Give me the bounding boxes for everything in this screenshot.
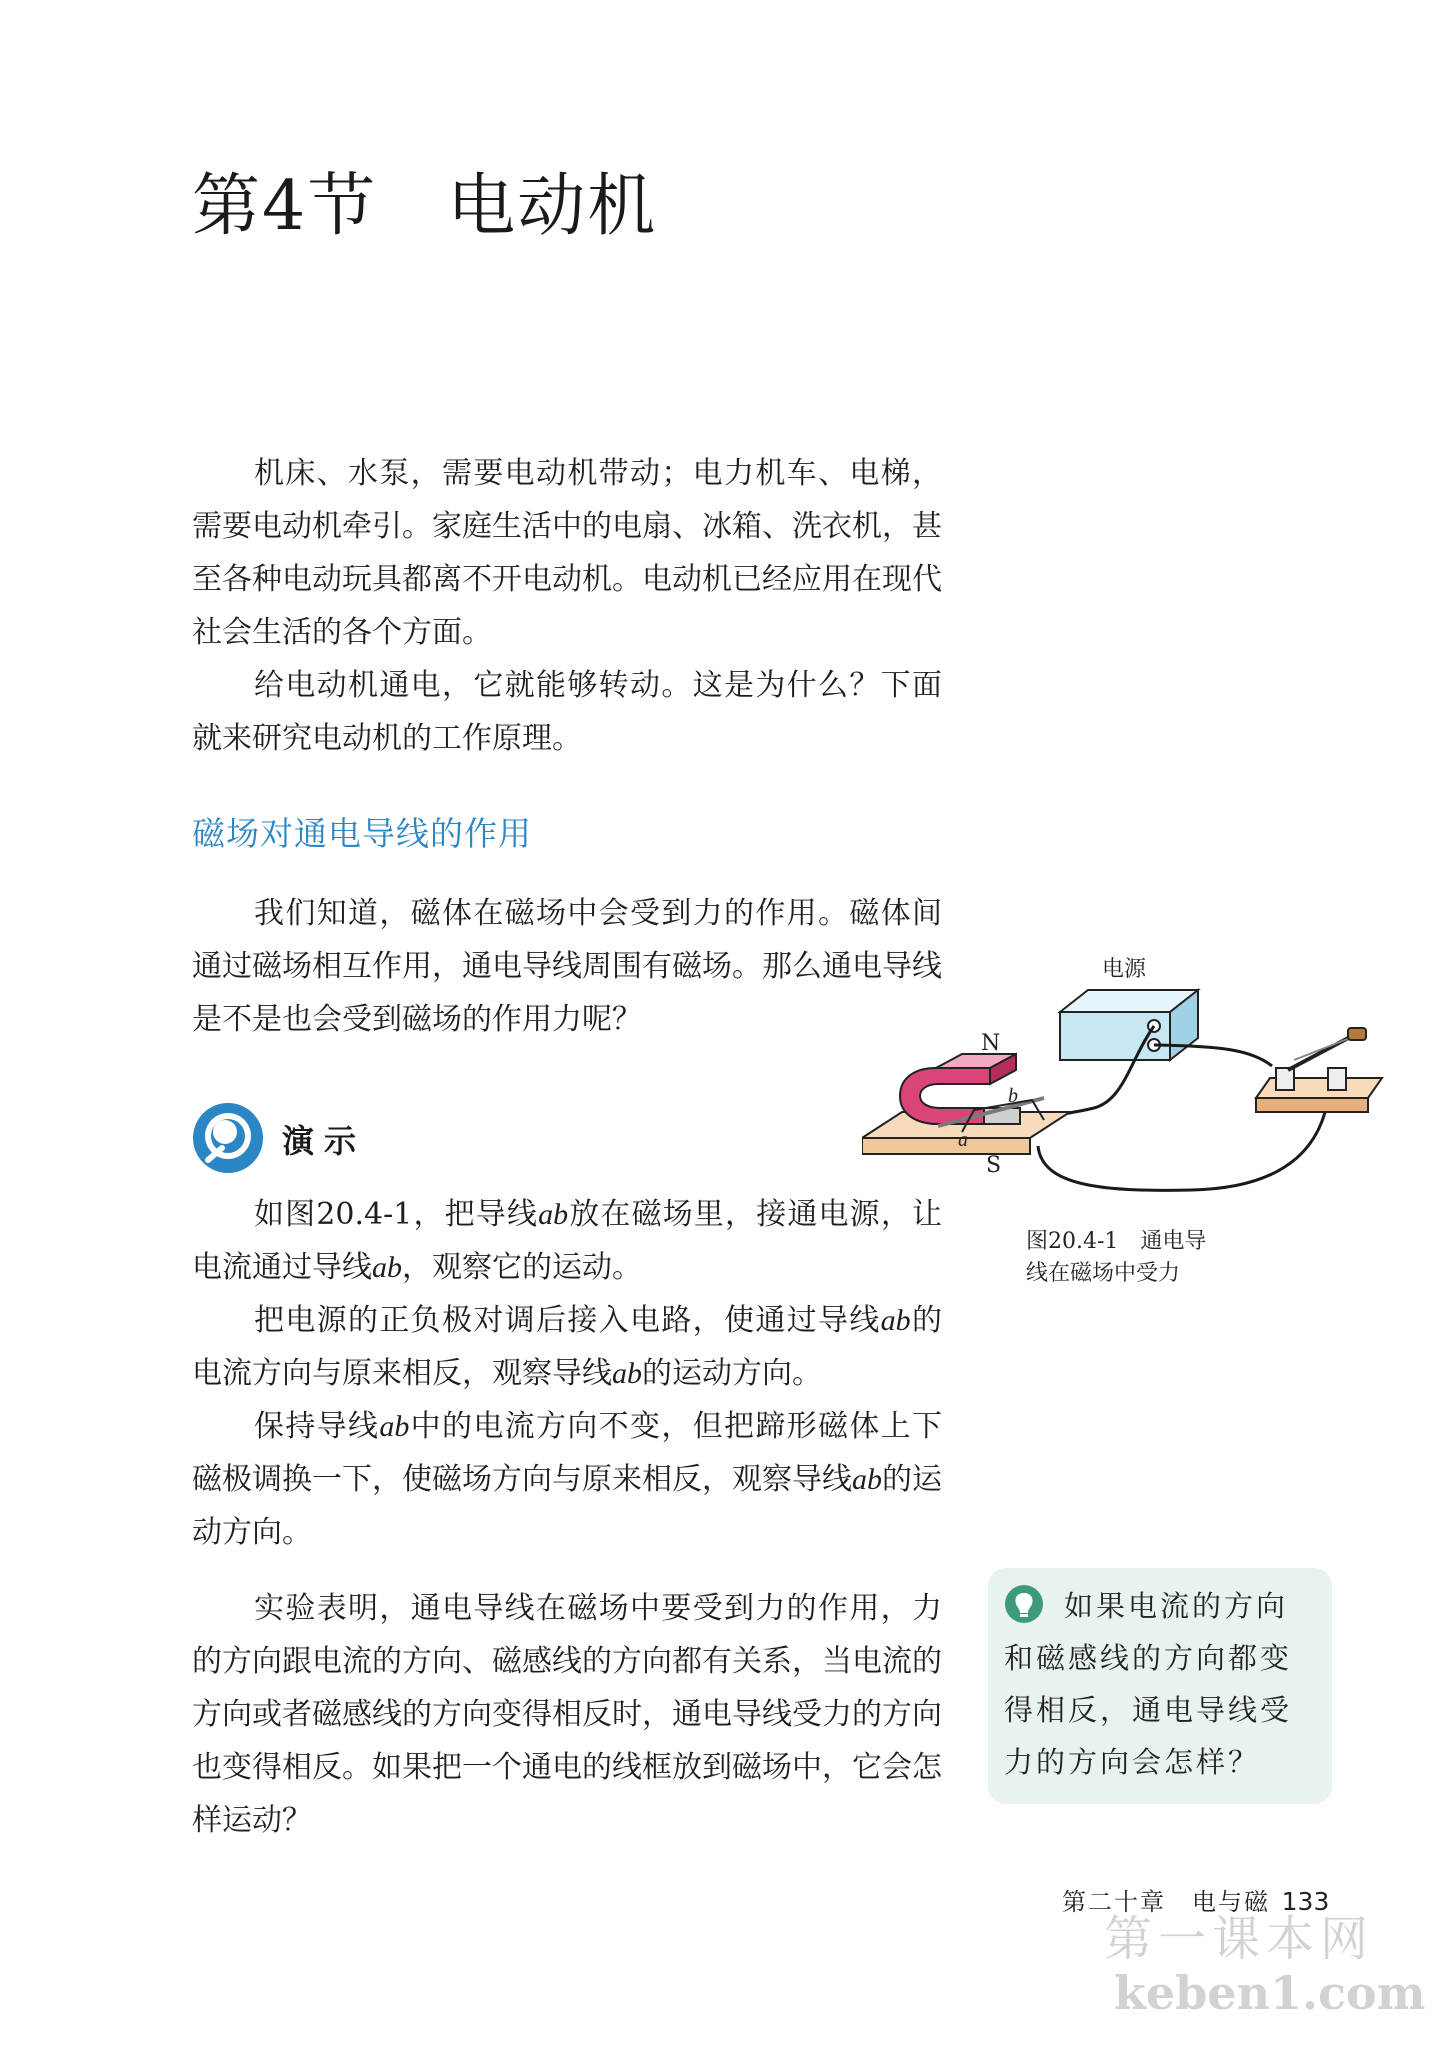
demo-paragraph-1 [192,1188,942,1294]
power-supply [1060,990,1198,1060]
experiment-figure [862,950,1402,1220]
demo-text-segment: 保持导线 [254,1409,380,1444]
think-tip-box [988,1568,1332,1804]
wire-ab-label: ab [379,1410,410,1443]
wire-ab-label: ab [612,1357,642,1390]
figure-caption-line-1: 图20.4-1 通电导 [1026,1229,1207,1254]
wire-end-a-label: a [958,1129,968,1151]
conclusion-text [192,1582,942,1847]
section-heading: 磁场对通电导线的作用 [192,814,532,853]
site-watermark [1090,1900,1426,2040]
page-title: 第4节 电动机 [192,167,658,246]
demo-text [192,1188,942,1559]
section-paragraph: 我们知道，磁体在磁场中会受到力的作用。磁体间通过磁场相互作用，通电导线周围有磁场。那么通电导线是不是也会受到磁场的作用力呢？ [192,896,942,1037]
switch [1256,1028,1382,1112]
conclusion-paragraph: 实验表明，通电导线在磁场中要受到力的作用，力的方向跟电流的方向、磁感线的方向都有关系，当电流的方向或者磁感线的方向变得相反时，通电导线受力的方向也变得相反。如果把一个通电的线框放到磁场中，它会怎样运动？ [192,1591,942,1838]
watermark-chinese: 第一课本网 [1104,1911,1375,1967]
wire-ab-label: ab [372,1251,402,1284]
demo-paragraph-3 [192,1400,942,1559]
think-tip-text: 如果电流的方向和磁感线的方向都变得相反，通电导线受力的方向会怎样？ [1004,1589,1293,1779]
demo-text-segment: 中的电流方向不变，但把蹄形磁体上下磁极调换一下，使磁场方向与原来相反，观察导线 [192,1409,943,1497]
demo-text-segment: ，观察它的运动。 [402,1250,642,1285]
wire-ab-label: ab [880,1304,911,1337]
watermark-domain: keben1.com [1114,1966,1426,2020]
horseshoe-magnet [900,1054,1020,1124]
demo-text-segment: 的运动方向。 [192,1462,942,1550]
intro-paragraph-2: 给电动机通电，它就能够转动。这是为什么？下面就来研究电动机的工作原理。 [192,668,942,756]
demo-text-segment: 放在磁场里，接通电源，让电流通过导线 [192,1197,942,1285]
figure-caption-line-2: 线在磁场中受力 [1026,1261,1181,1286]
figure-caption [1026,1226,1256,1290]
demo-paragraph-2 [192,1294,942,1400]
demo-text-segment: 的运动方向。 [642,1356,822,1391]
south-pole-label: S [986,1153,1002,1178]
wire-ab-label: ab [538,1198,569,1231]
wire-ab-label: ab [852,1463,882,1496]
section-paragraph-block [192,887,942,1046]
intro-text [192,447,942,765]
page-number: 133 [1281,1887,1330,1916]
demo-label: 演示 [282,1122,367,1160]
intro-paragraph-1: 机床、水泵，需要电动机带动；电力机车、电梯，需要电动机牵引。家庭生活中的电扇、冰箱、洗衣机，甚至各种电动玩具都离不开电动机。电动机已经应用在现代社会生活的各个方面。 [192,456,942,650]
magnifier-icon [192,1102,264,1174]
north-pole-label: N [981,1031,1001,1056]
chapter-title: 第二十章 电与磁 [1062,1888,1270,1916]
demo-text-segment: 的电流方向与原来相反，观察导线 [192,1303,943,1391]
power-supply-label: 电源 [1102,957,1147,982]
demo-text-segment: 如图20.4-1，把导线 [254,1197,539,1232]
wire-end-b-label: b [1008,1085,1018,1107]
demo-text-segment: 把电源的正负极对调后接入电路，使通过导线 [254,1303,881,1338]
